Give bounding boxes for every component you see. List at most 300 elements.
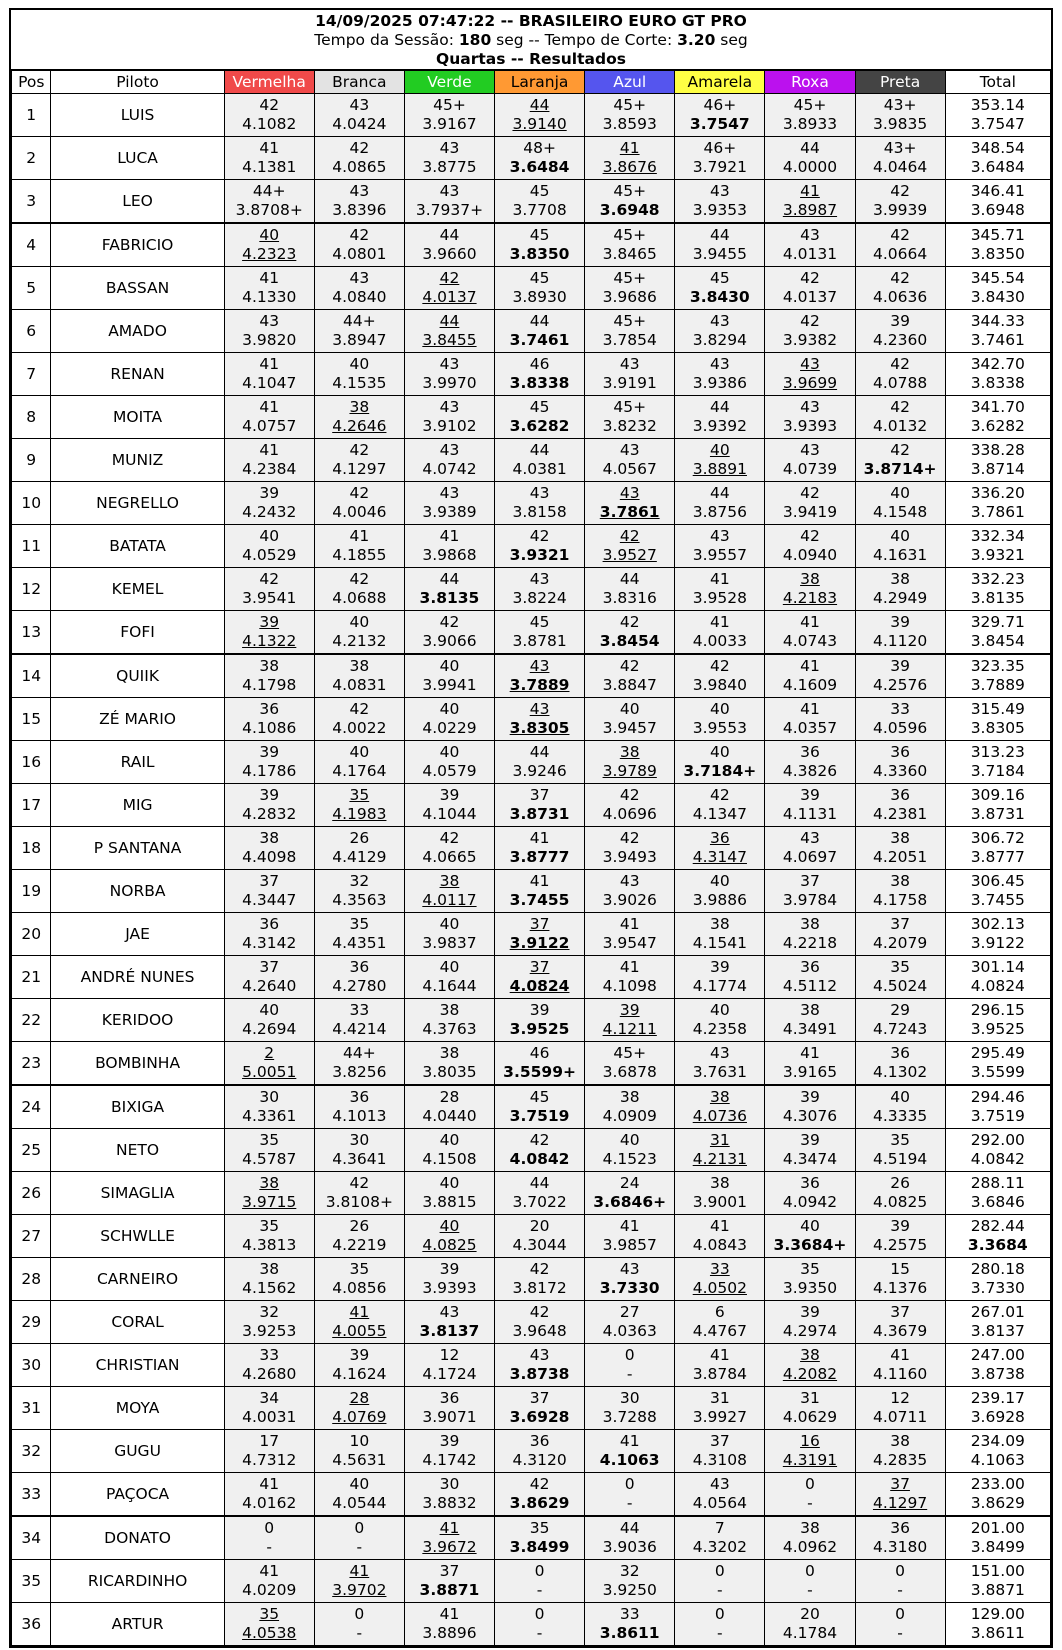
laps-count: 40	[259, 226, 280, 244]
laps-count: 42	[800, 484, 820, 502]
laps-count: 42	[349, 700, 370, 718]
best-lap-time: 4.1724	[422, 1365, 477, 1383]
driver-name: GUGU	[51, 1430, 224, 1473]
position-cell: 1	[12, 94, 51, 137]
laps-count: 44	[800, 139, 820, 157]
laps-count: 38	[439, 1044, 460, 1062]
best-lap-time: 4.2323	[242, 245, 297, 263]
driver-name: BIXIGA	[51, 1085, 224, 1129]
lane-result-cell	[404, 94, 494, 137]
best-lap-time: 3.3684+	[773, 1236, 847, 1254]
best-lap-time: 3.9857	[602, 1236, 657, 1254]
table-row	[12, 1344, 1051, 1387]
lane-result-cell	[585, 1301, 675, 1344]
lane-result-cell	[224, 999, 314, 1042]
position-cell: 3	[12, 180, 51, 224]
laps-count: 37	[259, 872, 280, 890]
lane-result-cell	[495, 913, 585, 956]
lane-result-cell	[495, 482, 585, 525]
lane-result-cell	[675, 1430, 765, 1473]
laps-count: 42	[349, 1174, 370, 1192]
laps-count: 38	[709, 1088, 730, 1106]
best-lap-time: 3.9525	[509, 1020, 570, 1038]
col-lane-branca: Branca	[314, 71, 404, 94]
lane-result-cell	[675, 611, 765, 655]
best-lap-time: 3.9868	[422, 546, 477, 564]
laps-count: 42	[439, 269, 460, 287]
laps-count: 31	[709, 1389, 730, 1407]
best-lap-time: 4.1535	[332, 374, 387, 392]
laps-count: 40	[439, 958, 460, 976]
driver-name: QUIIK	[51, 654, 224, 698]
position-cell: 8	[12, 396, 51, 439]
position-cell: 2	[12, 137, 51, 180]
laps-count: 26	[349, 829, 370, 847]
laps-count: 32	[619, 1562, 640, 1580]
total-cell	[945, 137, 1050, 180]
laps-count: 42	[349, 139, 370, 157]
lane-result-cell	[314, 956, 404, 999]
table-row	[12, 267, 1051, 310]
best-lap-time: 4.4098	[242, 848, 297, 866]
laps-count: 44	[529, 312, 550, 330]
total-laps: 313.23	[970, 743, 1025, 761]
lane-result-cell	[404, 223, 494, 267]
lane-result-cell	[314, 1129, 404, 1172]
lane-result-cell	[675, 94, 765, 137]
lane-result-cell	[585, 913, 675, 956]
best-lap-time: 4.3335	[872, 1107, 928, 1125]
laps-count: 41	[800, 657, 820, 675]
lane-result-cell	[224, 827, 314, 870]
best-lap-time: 3.8896	[422, 1624, 477, 1642]
position-cell: 18	[12, 827, 51, 870]
laps-count: 38	[439, 1001, 460, 1019]
laps-count: 38	[890, 1432, 910, 1450]
best-lap-time: 3.9419	[782, 503, 838, 521]
best-lap-time: 4.0046	[332, 503, 387, 521]
lane-result-cell	[495, 827, 585, 870]
laps-count: 43	[439, 398, 460, 416]
best-lap-time: 4.2219	[332, 1236, 387, 1254]
best-lap-time: 4.3563	[332, 891, 387, 909]
best-lap-time: 4.3108	[692, 1451, 747, 1469]
best-lap-time: 4.0801	[332, 245, 387, 263]
lane-result-cell	[495, 180, 585, 224]
laps-count: 42	[439, 613, 460, 631]
table-row	[12, 1042, 1051, 1086]
driver-name: SCHWLLE	[51, 1215, 224, 1258]
best-lap-time: 4.2079	[872, 934, 928, 952]
laps-count: 37	[439, 1562, 460, 1580]
position-cell: 7	[12, 353, 51, 396]
lane-result-cell	[585, 180, 675, 224]
best-lap-time: -	[717, 1624, 723, 1642]
lane-result-cell	[495, 1430, 585, 1473]
total-laps: 239.17	[970, 1389, 1025, 1407]
best-lap-time: 3.9350	[782, 1279, 838, 1297]
best-lap-time: -	[536, 1624, 543, 1642]
lane-result-cell	[675, 310, 765, 353]
total-laps: 280.18	[970, 1260, 1025, 1278]
lane-result-cell	[765, 180, 855, 224]
lane-result-cell	[765, 741, 855, 784]
table-row	[12, 310, 1051, 353]
total-cell	[945, 482, 1050, 525]
laps-count: 35	[259, 1217, 280, 1235]
lane-result-cell	[855, 999, 945, 1042]
total-best-lap: 3.8338	[970, 374, 1025, 392]
total-cell	[945, 1172, 1050, 1215]
lane-result-cell	[224, 396, 314, 439]
best-lap-time: 3.8035	[422, 1063, 477, 1081]
laps-count: 44	[439, 226, 460, 244]
total-cell	[945, 698, 1050, 741]
lane-result-cell	[224, 353, 314, 396]
laps-count: 16	[800, 1432, 820, 1450]
lane-result-cell	[314, 1042, 404, 1086]
laps-count: 28	[439, 1088, 460, 1106]
best-lap-time: 4.5631	[332, 1451, 387, 1469]
total-best-lap: 3.3684	[967, 1236, 1028, 1254]
laps-count: 33	[349, 1001, 370, 1019]
lane-result-cell	[675, 654, 765, 698]
lane-result-cell	[224, 956, 314, 999]
lane-result-cell	[404, 1344, 494, 1387]
table-row	[12, 1258, 1051, 1301]
laps-count: 0	[624, 1346, 635, 1364]
laps-count: 43	[439, 182, 460, 200]
total-laps: 234.09	[970, 1432, 1025, 1450]
total-cell	[945, 1516, 1050, 1560]
best-lap-time: -	[807, 1494, 813, 1512]
lane-result-cell	[855, 1344, 945, 1387]
best-lap-time: 4.0739	[782, 460, 838, 478]
position-cell: 26	[12, 1172, 51, 1215]
lane-result-cell	[585, 698, 675, 741]
position-cell: 9	[12, 439, 51, 482]
laps-count: 44+	[342, 1044, 376, 1062]
driver-name: BOMBINHA	[51, 1042, 224, 1086]
lane-result-cell	[404, 482, 494, 525]
total-laps: 336.20	[970, 484, 1025, 502]
lane-result-cell	[855, 1516, 945, 1560]
laps-count: 41	[529, 872, 550, 890]
lane-result-cell	[675, 223, 765, 267]
total-cell	[945, 913, 1050, 956]
laps-count: 43	[259, 312, 280, 330]
lane-result-cell	[675, 870, 765, 913]
best-lap-time: 4.2183	[782, 589, 838, 607]
laps-count: 0	[805, 1475, 815, 1493]
driver-name: AMADO	[51, 310, 224, 353]
best-lap-time: 3.7861	[599, 503, 660, 521]
laps-count: 10	[349, 1432, 370, 1450]
laps-count: 35	[259, 1131, 280, 1149]
lane-result-cell	[585, 1215, 675, 1258]
laps-count: 40	[439, 657, 460, 675]
total-laps: 306.72	[970, 829, 1025, 847]
best-lap-time: 3.8775	[422, 158, 477, 176]
session-info: Tempo da Sessão: 180 seg -- Tempo de Corte: 3.20 seg	[314, 31, 748, 49]
laps-count: 45	[529, 182, 550, 200]
laps-count: 44	[439, 312, 460, 330]
lane-result-cell	[585, 1473, 675, 1517]
laps-count: 41	[439, 1519, 460, 1537]
lane-result-cell	[765, 956, 855, 999]
col-lane-azul: Azul	[585, 71, 675, 94]
laps-count: 43	[619, 1260, 640, 1278]
laps-count: 43	[529, 1346, 550, 1364]
laps-count: 30	[619, 1389, 640, 1407]
laps-count: 37	[890, 1475, 910, 1493]
laps-count: 39	[259, 786, 280, 804]
best-lap-time: 3.8593	[602, 115, 657, 133]
laps-count: 38	[800, 1519, 820, 1537]
best-lap-time: -	[536, 1581, 543, 1599]
lane-result-cell	[765, 267, 855, 310]
lane-result-cell	[855, 698, 945, 741]
total-cell	[945, 999, 1050, 1042]
laps-count: 41	[890, 1346, 910, 1364]
driver-name: FOFI	[51, 611, 224, 655]
lane-result-cell	[855, 1473, 945, 1517]
laps-count: 40	[619, 1131, 640, 1149]
lane-result-cell	[404, 180, 494, 224]
best-lap-time: 4.3142	[242, 934, 297, 952]
laps-count: 28	[349, 1389, 370, 1407]
laps-count: 38	[800, 1001, 820, 1019]
best-lap-time: 3.9386	[692, 374, 747, 392]
total-best-lap: 3.8430	[970, 288, 1025, 306]
total-best-lap: 3.7330	[970, 1279, 1025, 1297]
laps-count: 36	[890, 786, 910, 804]
laps-count: 45	[529, 398, 550, 416]
laps-count: 38	[890, 872, 910, 890]
table-row	[12, 439, 1051, 482]
lane-result-cell	[495, 1129, 585, 1172]
lane-result-cell	[765, 1473, 855, 1517]
lane-result-cell	[404, 870, 494, 913]
col-pos: Pos	[12, 71, 51, 94]
best-lap-time: 3.9353	[692, 201, 747, 219]
table-row	[12, 1473, 1051, 1517]
total-laps: 296.15	[970, 1001, 1025, 1019]
laps-count: 40	[259, 1001, 280, 1019]
laps-count: 39	[619, 1001, 640, 1019]
total-best-lap: 3.6282	[970, 417, 1025, 435]
laps-count: 43	[709, 312, 730, 330]
lane-result-cell	[855, 1129, 945, 1172]
lane-result-cell	[314, 137, 404, 180]
lane-result-cell	[765, 870, 855, 913]
laps-count: 42	[890, 182, 910, 200]
lane-result-cell	[675, 827, 765, 870]
lane-result-cell	[675, 1473, 765, 1517]
laps-count: 43	[349, 269, 370, 287]
lane-result-cell	[404, 1172, 494, 1215]
laps-count: 39	[349, 1346, 370, 1364]
lane-result-cell	[224, 913, 314, 956]
lane-result-cell	[765, 1258, 855, 1301]
best-lap-time: 4.0743	[782, 632, 838, 650]
lane-result-cell	[314, 1430, 404, 1473]
best-lap-time: 3.9191	[602, 374, 657, 392]
total-cell	[945, 1560, 1050, 1603]
best-lap-time: 4.0824	[509, 977, 570, 995]
table-row	[12, 698, 1051, 741]
driver-name: P SANTANA	[51, 827, 224, 870]
best-lap-time: -	[626, 1365, 633, 1383]
total-laps: 338.28	[970, 441, 1025, 459]
best-lap-time: 4.2974	[782, 1322, 838, 1340]
laps-count: 42	[800, 269, 820, 287]
best-lap-time: 3.9820	[242, 331, 297, 349]
laps-count: 43	[800, 398, 820, 416]
driver-name: NORBA	[51, 870, 224, 913]
best-lap-time: 4.0962	[782, 1538, 838, 1556]
total-laps: 233.00	[970, 1475, 1025, 1493]
lane-result-cell	[765, 439, 855, 482]
position-cell: 36	[12, 1603, 51, 1646]
lane-result-cell	[224, 568, 314, 611]
total-cell	[945, 1473, 1050, 1517]
laps-count: 45+	[613, 312, 647, 330]
laps-count: 38	[349, 657, 370, 675]
lane-result-cell	[314, 1085, 404, 1129]
lane-result-cell	[404, 1473, 494, 1517]
driver-name: NEGRELLO	[51, 482, 224, 525]
best-lap-time: 4.2360	[872, 331, 928, 349]
lane-result-cell	[224, 223, 314, 267]
position-cell: 13	[12, 611, 51, 655]
lane-result-cell	[855, 1215, 945, 1258]
laps-count: 41	[439, 1605, 460, 1623]
laps-count: 42	[890, 355, 910, 373]
table-row	[12, 94, 1051, 137]
table-row	[12, 1430, 1051, 1473]
table-row	[12, 784, 1051, 827]
lane-result-cell	[765, 999, 855, 1042]
laps-count: 43	[800, 226, 820, 244]
best-lap-time: 3.8465	[602, 245, 657, 263]
lane-result-cell	[224, 654, 314, 698]
best-lap-time: 4.3679	[872, 1322, 928, 1340]
table-row	[12, 223, 1051, 267]
laps-count: 43	[709, 182, 730, 200]
laps-count: 40	[439, 700, 460, 718]
driver-name: RICARDINHO	[51, 1560, 224, 1603]
lane-result-cell	[855, 310, 945, 353]
laps-count: 45+	[613, 269, 647, 287]
lane-result-cell	[314, 267, 404, 310]
best-lap-time: 3.9457	[602, 719, 657, 737]
best-lap-time: 3.9321	[509, 546, 570, 564]
total-laps: 348.54	[970, 139, 1025, 157]
laps-count: 29	[890, 1001, 910, 1019]
total-laps: 315.49	[970, 700, 1025, 718]
lane-result-cell	[585, 1042, 675, 1086]
lane-result-cell	[855, 1301, 945, 1344]
total-laps: 301.14	[970, 958, 1025, 976]
laps-count: 26	[890, 1174, 910, 1192]
lane-result-cell	[765, 698, 855, 741]
lane-result-cell	[224, 1042, 314, 1086]
best-lap-time: 3.9527	[602, 546, 657, 564]
best-lap-time: 3.8930	[512, 288, 567, 306]
total-cell	[945, 741, 1050, 784]
laps-count: 41	[349, 1562, 370, 1580]
laps-count: 0	[714, 1562, 725, 1580]
laps-count: 39	[439, 1432, 460, 1450]
total-laps: 309.16	[970, 786, 1025, 804]
lane-result-cell	[765, 1560, 855, 1603]
driver-name: SIMAGLIA	[51, 1172, 224, 1215]
best-lap-time: 4.1297	[332, 460, 387, 478]
lane-result-cell	[495, 784, 585, 827]
laps-count: 38	[259, 829, 280, 847]
laps-count: 43	[529, 700, 550, 718]
laps-count: 42	[709, 657, 730, 675]
lane-result-cell	[585, 568, 675, 611]
laps-count: 0	[895, 1562, 906, 1580]
lane-result-cell	[855, 482, 945, 525]
best-lap-time: 4.0022	[332, 719, 387, 737]
best-lap-time: 4.0564	[692, 1494, 747, 1512]
best-lap-time: 3.8847	[602, 676, 657, 694]
lane-result-cell	[495, 1603, 585, 1646]
best-lap-time: 4.1774	[692, 977, 747, 995]
laps-count: 44	[529, 441, 550, 459]
lane-result-cell	[224, 94, 314, 137]
best-lap-time: 3.8731	[509, 805, 570, 823]
best-lap-time: 4.1631	[872, 546, 928, 564]
lane-result-cell	[765, 482, 855, 525]
best-lap-time: 3.8832	[422, 1494, 477, 1512]
laps-count: 43	[619, 872, 640, 890]
lane-result-cell	[314, 913, 404, 956]
best-lap-time: 4.0742	[422, 460, 477, 478]
laps-count: 33	[890, 700, 910, 718]
position-cell: 12	[12, 568, 51, 611]
lane-result-cell	[495, 1042, 585, 1086]
lane-result-cell	[585, 1516, 675, 1560]
total-cell	[945, 180, 1050, 224]
best-lap-time: 3.9840	[692, 676, 747, 694]
lane-result-cell	[314, 654, 404, 698]
laps-count: 39	[709, 958, 730, 976]
best-lap-time: 3.9547	[602, 934, 657, 952]
lane-result-cell	[404, 568, 494, 611]
total-best-lap: 3.9321	[970, 546, 1025, 564]
lane-result-cell	[585, 396, 675, 439]
laps-count: 42	[259, 570, 280, 588]
best-lap-time: 3.8396	[332, 201, 387, 219]
laps-count: 40	[709, 743, 730, 761]
laps-count: 41	[439, 527, 460, 545]
lane-result-cell	[765, 1387, 855, 1430]
best-lap-time: 4.4767	[692, 1322, 747, 1340]
lane-result-cell	[675, 1560, 765, 1603]
lane-result-cell	[855, 525, 945, 568]
total-cell	[945, 94, 1050, 137]
best-lap-time: 4.3360	[872, 762, 928, 780]
lane-result-cell	[404, 611, 494, 655]
lane-result-cell	[855, 870, 945, 913]
position-cell: 4	[12, 223, 51, 267]
lane-result-cell	[314, 482, 404, 525]
laps-count: 44	[709, 484, 730, 502]
